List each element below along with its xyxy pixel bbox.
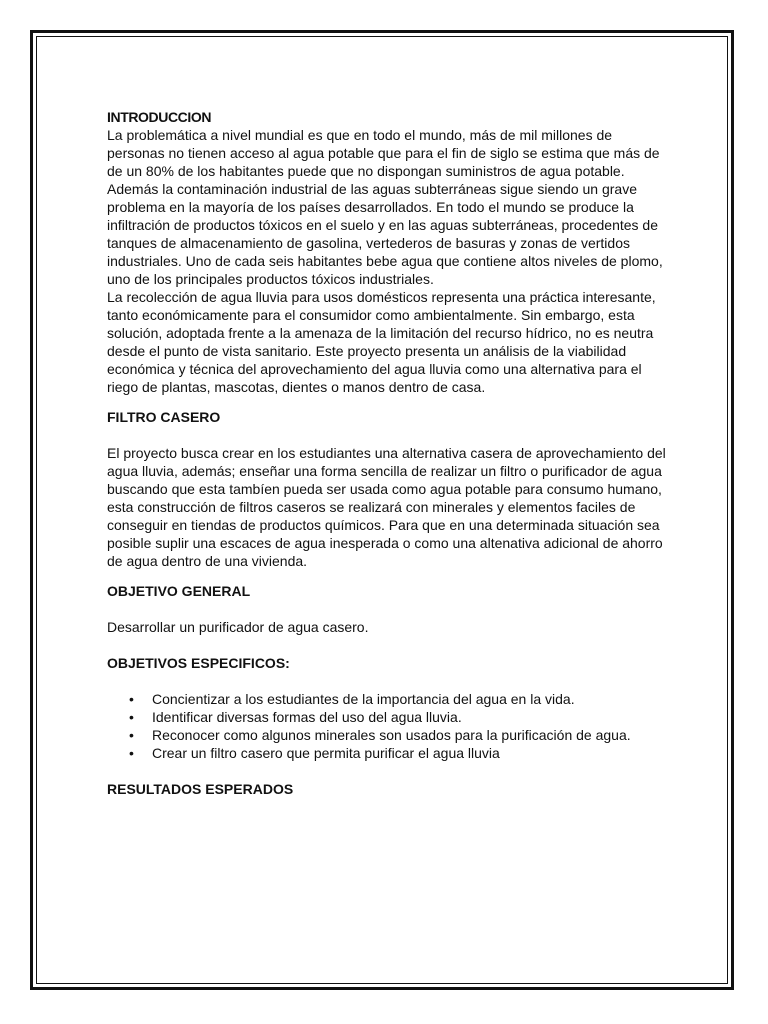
objetivo-general-paragraph: Desarrollar un purificador de agua casero.	[107, 619, 369, 635]
document-body	[107, 108, 667, 798]
intro-heading: INTRODUCCION	[107, 109, 212, 125]
intro-paragraph-3: La recolección de agua lluvia para usos domésticos representa una práctica interesante, tanto económicamente para el consumidor como ambientalmente. Sin embargo, esta solución, adoptada frente a la amenaza de la limitación del recurso hídrico, no es neutra desde el punto de vista sanitario. Este proyecto presenta un análisis de la viabilidad económica y técnica del aprovechamiento del agua lluvia como una alternativa para el riego de plantas, mascotas, dientes o manos dentro de casa.	[107, 289, 656, 395]
list-item: • Concientizar a los estudiantes de la importancia del agua en la vida.	[152, 690, 667, 708]
objetivos-list	[107, 690, 667, 762]
objetivos-especificos-heading: OBJETIVOS ESPECIFICOS:	[107, 655, 290, 671]
intro-paragraph-1: La problemática a nivel mundial es que en todo el mundo, más de mil millones de personas no tienen acceso al agua potable que para el fin de siglo se estima que más de de un 80% de los habitantes puede que no dispongan suministros de agua potable.	[107, 127, 660, 179]
filtro-paragraph: El proyecto busca crear en los estudiantes una alternativa casera de aprovechamiento del agua lluvia, además; enseñar una forma sencilla de realizar un filtro o purificador de agua buscando que esta tambíen pueda ser usada como agua potable para consumo humano, esta construcción de filtros caseros se realizará con minerales y elementos faciles de conseguir en tiendas de productos químicos. Para que en una determinada situación sea posible suplir una escaces de agua inesperada o como una altenativa adicional de ahorro de agua dentro de una vivienda.	[107, 445, 666, 569]
list-item: • Crear un filtro casero que permita purificar el agua lluvia	[152, 744, 667, 762]
filtro-heading: FILTRO CASERO	[107, 409, 221, 425]
list-item: • Reconocer como algunos minerales son usados para la purificación de agua.	[152, 726, 667, 744]
resultados-heading: RESULTADOS ESPERADOS	[107, 781, 294, 797]
list-item: • Identificar diversas formas del uso del agua lluvia.	[152, 708, 667, 726]
objetivo-general-heading: OBJETIVO GENERAL	[107, 583, 251, 599]
intro-paragraph-2: Además la contaminación industrial de las aguas subterráneas sigue siendo un grave problema en la mayoría de los países desarrollados. En todo el mundo se produce la infiltración de productos tóxicos en el suelo y en las aguas subterráneas, procedentes de tanques de almacenamiento de gasolina, vertederos de basuras y zonas de vertidos industriales. Uno de cada seis habitantes bebe agua que contiene altos niveles de plomo, uno de los principales productos tóxicos industriales.	[107, 181, 663, 287]
